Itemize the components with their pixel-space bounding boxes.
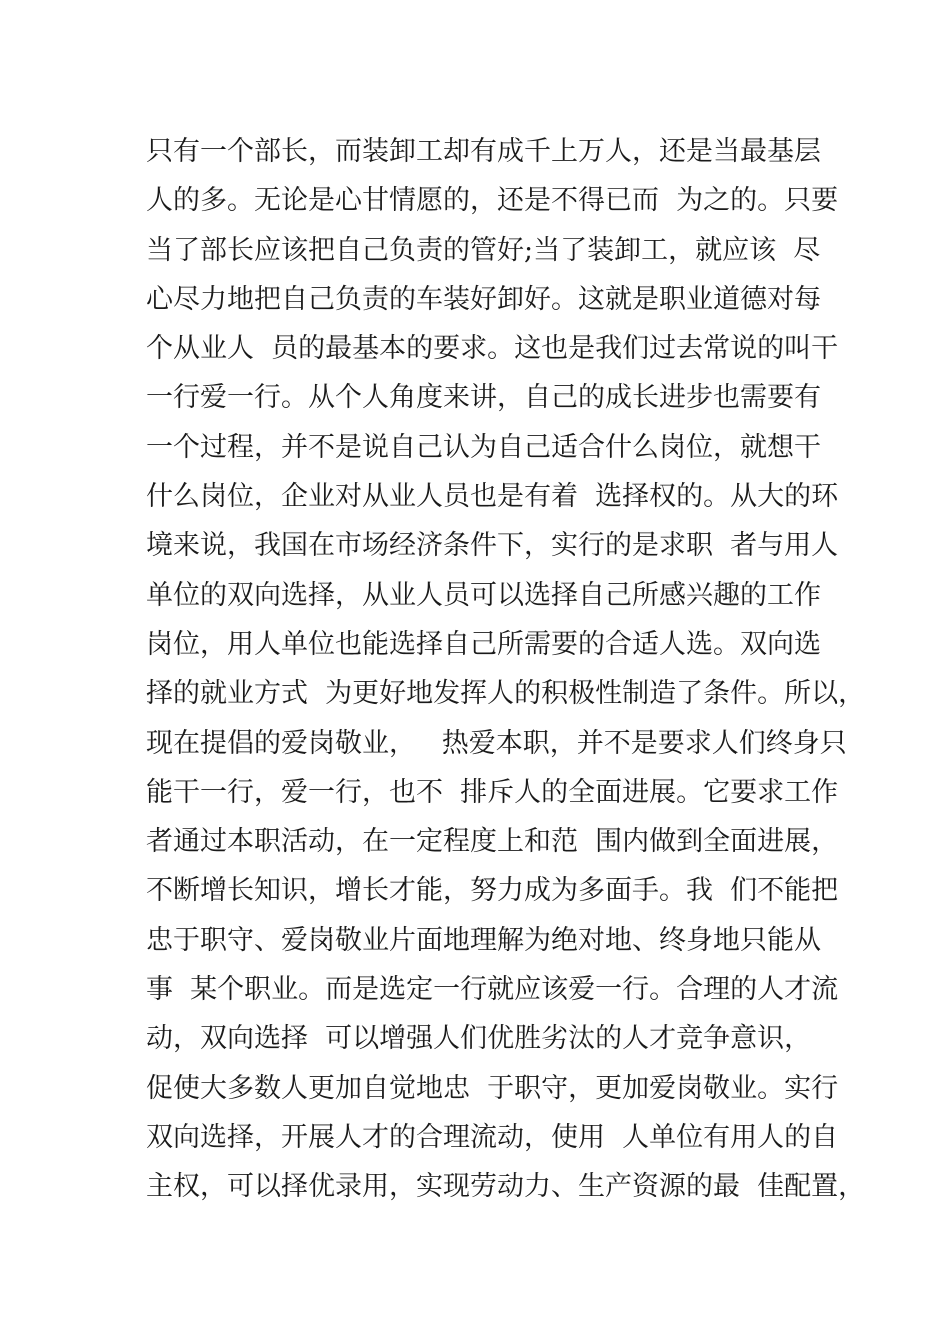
text-line: 忠于职守、爱岗敬业片面地理解为绝对地、终身地只能从 [146, 924, 821, 956]
text-line: 个从业人 员的最基本的要求。这也是我们过去常说的叫干 [146, 333, 839, 365]
body-text [146, 127, 866, 1212]
text-line: 现在提倡的爱岗敬业， 热爱本职，并不是要求人们终身只 [146, 727, 847, 759]
text-line: 一行爱一行。从个人角度来讲，自己的成长进步也需要有 [146, 382, 821, 414]
text-line: 一个过程，并不是说自己认为自己适合什么岗位，就想干 [146, 431, 821, 463]
text-line: 动，双向选择 可以增强人们优胜劣汰的人才竞争意识， [146, 1023, 812, 1055]
text-line: 人的多。无论是心甘情愿的，还是不得已而 为之的。只要 [146, 185, 839, 217]
text-line: 岗位，用人单位也能选择自己所需要的合适人选。双向选 [146, 628, 821, 660]
text-line: 境来说，我国在市场经济条件下，实行的是求职 者与用人 [146, 530, 839, 562]
text-line: 不断增长知识，增长才能，努力成为多面手。我 们不能把 [146, 875, 839, 907]
text-line: 能干一行，爱一行，也不 排斥人的全面进展。它要求工作 [146, 776, 839, 808]
text-line: 只有一个部长，而装卸工却有成千上万人，还是当最基层 [146, 136, 821, 167]
text-line: 者通过本职活动，在一定程度上和范 围内做到全面进展， [146, 826, 839, 858]
text-line: 促使大多数人更加自觉地忠 于职守，更加爱岗敬业。实行 [146, 1072, 839, 1104]
text-line: 主权，可以择优录用，实现劳动力、生产资源的最 佳配置， [146, 1171, 866, 1203]
text-line: 什么岗位，企业对从业人员也是有着 选择权的。从大的环 [146, 481, 839, 513]
text-line: 当了部长应该把自己负责的管好;当了装卸工，就应该 尽 [146, 234, 821, 266]
text-line: 双向选择，开展人才的合理流动，使用 人单位有用人的自 [146, 1121, 839, 1153]
text-line: 择的就业方式 为更好地发挥人的积极性制造了条件。所以， [146, 678, 866, 710]
text-line: 心尽力地把自己负责的车装好卸好。这就是职业道德对每 [146, 283, 821, 315]
text-line: 单位的双向选择，从业人员可以选择自己所感兴趣的工作 [146, 579, 821, 611]
text-line: 事 某个职业。而是选定一行就应该爱一行。合理的人才流 [146, 974, 839, 1006]
